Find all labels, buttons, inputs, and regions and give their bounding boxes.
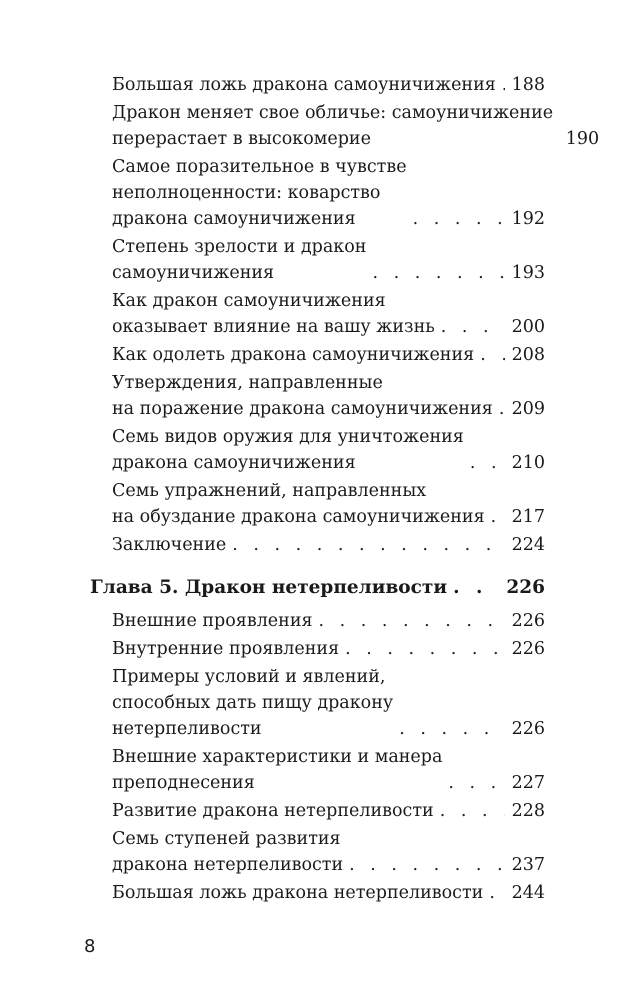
toc-entry-page: 228 bbox=[511, 801, 545, 821]
toc-entry[interactable] bbox=[90, 72, 545, 98]
toc-entry-title: Как дракон самоуничижения оказывает влияние на вашу жизнь bbox=[112, 291, 435, 337]
toc-entry-page: 193 bbox=[511, 263, 545, 283]
toc-leader-dots bbox=[502, 72, 505, 98]
toc-entry-page: 226 bbox=[511, 611, 545, 631]
toc-entry-page: 226 bbox=[511, 719, 545, 739]
toc-leader-dots bbox=[491, 504, 505, 530]
toc-leader-dots bbox=[453, 574, 500, 602]
toc-leader-dots bbox=[349, 852, 505, 878]
toc-chapter-heading[interactable] bbox=[90, 574, 545, 602]
toc-entry[interactable] bbox=[90, 234, 545, 286]
toc-entry[interactable] bbox=[90, 880, 545, 906]
toc-entry[interactable] bbox=[90, 288, 545, 340]
toc-entry-title: Степень зрелости и дракон самоуничижения bbox=[112, 237, 367, 283]
chapter-page: 226 bbox=[506, 577, 545, 598]
toc-entry-page: 192 bbox=[511, 209, 545, 229]
toc-entry[interactable] bbox=[90, 478, 545, 530]
toc-entry[interactable] bbox=[90, 744, 545, 796]
toc-leader-dots bbox=[470, 450, 505, 476]
toc-leader-dots bbox=[345, 636, 505, 662]
toc-entry-title: Примеры условий и явлений, способных дать пищу дракону нетерпеливости bbox=[112, 667, 394, 739]
toc-entry-page: 210 bbox=[511, 453, 545, 473]
toc-leader-dots bbox=[489, 880, 505, 906]
toc-leader-dots bbox=[413, 206, 505, 232]
toc-entry[interactable] bbox=[90, 608, 545, 634]
toc-leader-dots bbox=[399, 716, 505, 742]
toc-entry-page: 244 bbox=[511, 883, 545, 903]
toc-entry-page: 209 bbox=[511, 399, 545, 419]
toc-entry[interactable] bbox=[90, 342, 545, 368]
toc-entry-title: Развитие дракона нетерпеливости bbox=[112, 801, 434, 821]
toc-entry-page: 226 bbox=[511, 639, 545, 659]
toc-leader-dots bbox=[319, 608, 505, 634]
toc-entry-page: 208 bbox=[511, 345, 545, 365]
table-of-contents bbox=[90, 72, 600, 908]
toc-entry-page: 200 bbox=[511, 317, 545, 337]
toc-leader-dots bbox=[372, 260, 505, 286]
toc-entry[interactable] bbox=[90, 370, 545, 422]
toc-entry-title: Семь упражнений, направленных на обуздание дракона самоуничижения bbox=[112, 481, 485, 527]
toc-entry-title: Семь видов оружия для уничтожения дракона самоуничижения bbox=[112, 427, 464, 473]
toc-entry-title: Семь ступеней развития дракона нетерпеливости bbox=[112, 829, 344, 875]
toc-entry-page: 224 bbox=[511, 535, 545, 555]
toc-entry-title: Утверждения, направленные на поражение дракона самоуничижения bbox=[112, 373, 493, 419]
toc-leader-dots bbox=[448, 770, 505, 796]
toc-entry-title: Внутренние проявления bbox=[112, 639, 340, 659]
toc-entry[interactable] bbox=[90, 636, 545, 662]
toc-entry-title: Внешние проявления bbox=[112, 611, 313, 631]
toc-entry-title: Внешние характеристики и манера преподнесения bbox=[112, 747, 443, 793]
toc-leader-dots bbox=[499, 396, 505, 422]
toc-entry-page: 237 bbox=[511, 855, 545, 875]
toc-entry-page: 188 bbox=[511, 75, 545, 95]
toc-entry-title: Дракон меняет свое обличье: самоуничижение перерастает в высокомерие bbox=[112, 103, 554, 149]
toc-entry-title: Заключение bbox=[112, 535, 227, 555]
page-number: 8 bbox=[84, 936, 96, 957]
toc-leader-dots bbox=[480, 342, 505, 368]
toc-entry[interactable] bbox=[90, 664, 545, 742]
toc-leader-dots bbox=[441, 314, 505, 340]
toc-entry-title: Самое поразительное в чувстве неполноценности: коварство дракона самоуничижения bbox=[112, 157, 407, 229]
toc-entry-page: 190 bbox=[565, 129, 600, 149]
toc-entry-title: Большая ложь дракона нетерпеливости bbox=[112, 883, 484, 903]
toc-entry[interactable] bbox=[90, 532, 545, 558]
toc-entry[interactable] bbox=[90, 100, 600, 152]
toc-entry-title: Большая ложь дракона самоуничижения bbox=[112, 75, 496, 95]
toc-entry[interactable] bbox=[90, 826, 545, 878]
toc-entry-page: 217 bbox=[511, 507, 545, 527]
toc-entry[interactable] bbox=[90, 154, 545, 232]
toc-entry[interactable] bbox=[90, 798, 545, 824]
toc-leader-dots bbox=[440, 798, 505, 824]
chapter-title: Глава 5. Дракон нетерпеливости bbox=[90, 577, 448, 598]
toc-entry-title: Как одолеть дракона самоуничижения bbox=[112, 345, 475, 365]
toc-entry[interactable] bbox=[90, 424, 545, 476]
toc-leader-dots bbox=[232, 532, 505, 558]
toc-entry-page: 227 bbox=[511, 773, 545, 793]
